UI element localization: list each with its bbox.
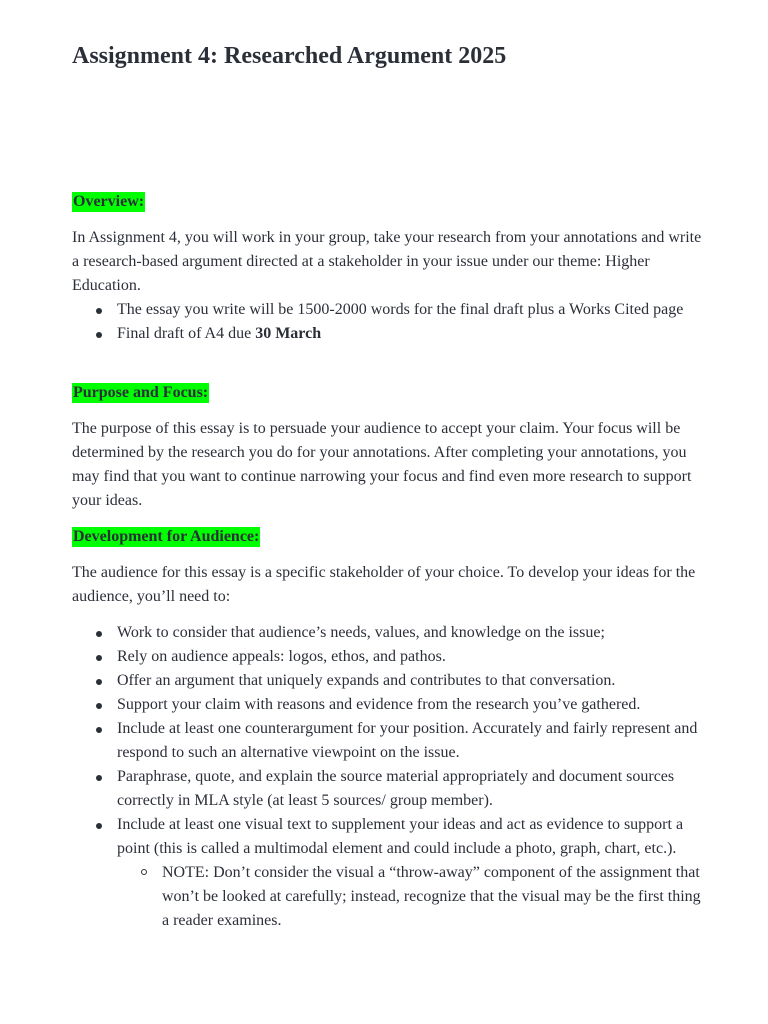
- bullet-icon: [96, 775, 102, 781]
- overview-section: [72, 192, 702, 346]
- sub-list-item-text: NOTE: Don’t consider the visual a “throw-away” component of the assignment that won’t be looked at carefully; instead, recognize that the visual may be the first thing a reader examines.: [162, 864, 701, 929]
- list-item: [72, 298, 702, 322]
- sub-list-item: [117, 861, 702, 933]
- list-item-text: The essay you write will be 1500-2000 words for the final draft plus a Works Cited page: [117, 301, 684, 318]
- development-heading: Development for Audience:: [73, 528, 260, 545]
- bullet-icon: [96, 308, 102, 314]
- purpose-section: [72, 383, 702, 513]
- due-date: 30 March: [255, 325, 322, 342]
- list-item: [72, 813, 702, 933]
- due-prefix-text: Final draft of A4 due: [117, 325, 256, 342]
- hollow-bullet-icon: [141, 869, 147, 875]
- overview-heading: Overview:: [73, 193, 145, 210]
- overview-bullet-list: [72, 298, 702, 346]
- overview-paragraph: In Assignment 4, you will work in your group, take your research from your annotations and write a research-based argument directed at a stakeholder in your issue under our theme: Higher Education.: [72, 229, 702, 294]
- list-item: [72, 669, 702, 693]
- list-item: [72, 693, 702, 717]
- list-item-text: Offer an argument that uniquely expands and contributes to that conversation.: [117, 672, 616, 689]
- list-item-text: Include at least one counterargument for your position. Accurately and fairly represent and respond to such an alternative viewpoint on the issue.: [117, 720, 698, 761]
- bullet-icon: [96, 703, 102, 709]
- list-item: [72, 717, 702, 765]
- list-item: [72, 765, 702, 813]
- list-item-text: Paraphrase, quote, and explain the source material appropriately and document sources correctly in MLA style (at least 5 sources/ group member).: [117, 768, 675, 809]
- bullet-icon: [96, 631, 102, 637]
- sub-bullet-list: [117, 861, 702, 933]
- list-item-text: Rely on audience appeals: logos, ethos, and pathos.: [117, 648, 446, 665]
- list-item: [72, 621, 702, 645]
- bullet-icon: [96, 823, 102, 829]
- purpose-paragraph: The purpose of this essay is to persuade your audience to accept your claim. Your focus will be determined by the research you do for your annotations. After completing your annotations, you may find that you want to continue narrowing your focus and find even more research to support your ideas.: [72, 420, 692, 509]
- bullet-icon: [96, 727, 102, 733]
- page-title: Assignment 4: Researched Argument 2025: [72, 43, 507, 69]
- bullet-icon: [96, 332, 102, 338]
- list-item: [72, 645, 702, 669]
- development-paragraph: The audience for this essay is a specific stakeholder of your choice. To develop your ideas for the audience, you’ll need to:: [72, 564, 696, 605]
- list-item-text: Include at least one visual text to supplement your ideas and act as evidence to support a point (this is called a multimodal element and could include a photo, graph, chart, etc.).: [117, 816, 684, 857]
- development-bullet-list: [72, 621, 702, 933]
- bullet-icon: [96, 655, 102, 661]
- list-item-due-date: [72, 322, 702, 346]
- development-section: [72, 527, 702, 933]
- purpose-heading: Purpose and Focus:: [73, 384, 209, 401]
- list-item-text: Work to consider that audience’s needs, values, and knowledge on the issue;: [117, 624, 605, 641]
- bullet-icon: [96, 679, 102, 685]
- list-item-text: Support your claim with reasons and evidence from the research you’ve gathered.: [117, 696, 641, 713]
